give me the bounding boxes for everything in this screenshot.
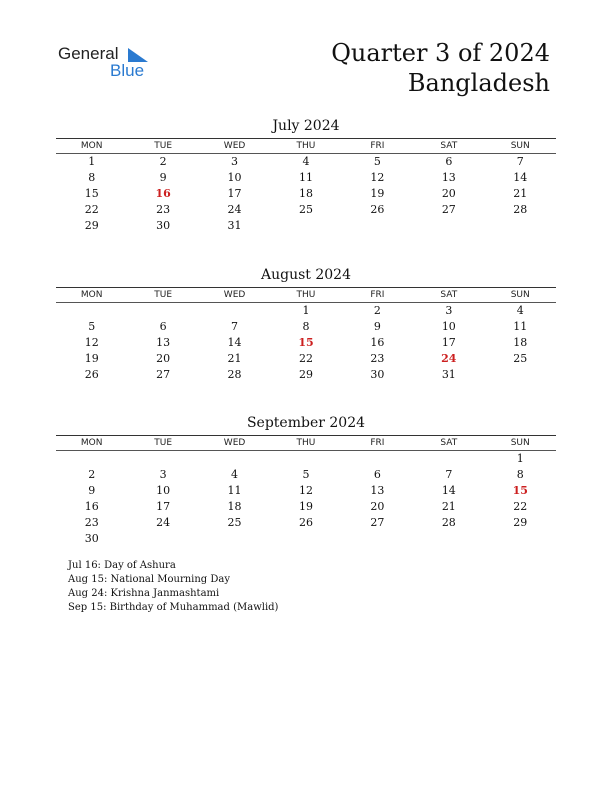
day-cell: 11 [227, 484, 242, 497]
day-cell: 27 [156, 368, 171, 381]
day-cell: 22 [513, 500, 528, 513]
day-cell: 30 [156, 219, 171, 232]
weekday-label: SAT [440, 438, 458, 448]
day-cell: 26 [370, 203, 385, 216]
day-cell: 11 [513, 320, 528, 333]
day-cell: 10 [441, 320, 456, 333]
day-cell: 15 [298, 336, 314, 349]
logo-word-general: General [58, 44, 119, 63]
day-cell: 14 [441, 484, 456, 497]
weekday-header-row [56, 288, 556, 302]
week-row [56, 202, 556, 218]
day-cell: 17 [441, 336, 456, 349]
week-row [56, 515, 556, 531]
weekday-label: WED [223, 438, 246, 448]
day-cell [485, 218, 556, 234]
day-cell: 18 [298, 187, 313, 200]
week-row [56, 303, 556, 319]
week-row [56, 170, 556, 186]
week-row [56, 483, 556, 499]
holiday-note: Aug 15: National Mourning Day [68, 574, 231, 585]
weekday-label: FRI [370, 290, 385, 300]
country-name: Bangladesh [407, 69, 550, 97]
day-cell: 1 [516, 452, 524, 465]
weekday-label: MON [80, 290, 103, 300]
day-cell: 3 [445, 304, 453, 317]
day-cell: 31 [441, 368, 456, 381]
weekday-label: THU [296, 141, 316, 151]
day-cell: 17 [227, 187, 242, 200]
day-cell [56, 303, 127, 319]
week-row [56, 531, 556, 547]
day-cell: 24 [156, 516, 171, 529]
day-cell: 28 [441, 516, 456, 529]
day-cell: 20 [370, 500, 385, 513]
weekday-label: FRI [370, 438, 385, 448]
day-cell: 2 [159, 155, 167, 168]
month-title: August 2024 [261, 267, 351, 283]
month-title: July 2024 [272, 118, 340, 134]
day-cell: 10 [227, 171, 242, 184]
day-cell: 21 [227, 352, 242, 365]
day-cell [127, 451, 198, 467]
day-cell [270, 531, 341, 547]
day-cell: 26 [298, 516, 313, 529]
day-cell: 1 [88, 155, 96, 168]
week-row [56, 351, 556, 367]
day-cell: 24 [227, 203, 242, 216]
day-cell: 13 [370, 484, 385, 497]
day-cell: 19 [84, 352, 99, 365]
day-cell: 12 [298, 484, 313, 497]
day-cell: 29 [84, 219, 99, 232]
holiday-note: Aug 24: Krishna Janmashtami [68, 588, 220, 599]
day-cell: 6 [445, 155, 453, 168]
day-cell: 23 [370, 352, 385, 365]
day-cell: 7 [231, 320, 239, 333]
day-cell: 2 [88, 468, 96, 481]
day-cell: 8 [88, 171, 96, 184]
day-cell: 12 [84, 336, 99, 349]
day-cell: 9 [159, 171, 167, 184]
day-cell: 28 [227, 368, 242, 381]
holiday-note: Jul 16: Day of Ashura [68, 560, 176, 571]
day-cell [485, 531, 556, 547]
day-cell: 3 [159, 468, 167, 481]
logo-word-blue: Blue [110, 61, 145, 80]
weekday-label: THU [296, 438, 316, 448]
day-cell: 19 [298, 500, 313, 513]
day-cell: 11 [298, 171, 313, 184]
month-title: September 2024 [246, 415, 366, 431]
day-cell [342, 451, 413, 467]
weekday-label: WED [223, 141, 246, 151]
day-cell [413, 451, 484, 467]
day-cell [127, 531, 198, 547]
day-cell [342, 218, 413, 234]
page-title: Quarter 3 of 2024 [331, 39, 550, 67]
day-cell: 4 [516, 304, 524, 317]
month-calendar [56, 266, 556, 383]
day-cell: 1 [302, 304, 310, 317]
day-cell: 15 [512, 484, 528, 497]
weekday-label: SUN [510, 141, 530, 151]
week-row [56, 154, 556, 170]
day-cell [199, 303, 270, 319]
day-cell: 13 [156, 336, 171, 349]
day-cell: 5 [88, 320, 96, 333]
day-cell: 9 [373, 320, 381, 333]
day-cell: 18 [513, 336, 528, 349]
day-cell: 16 [370, 336, 385, 349]
weekday-label: MON [80, 141, 103, 151]
day-cell: 20 [156, 352, 171, 365]
page-header [331, 38, 550, 98]
day-cell [270, 218, 341, 234]
day-cell: 26 [84, 368, 99, 381]
week-row [56, 319, 556, 335]
day-cell: 14 [227, 336, 242, 349]
weekday-label: SAT [440, 141, 458, 151]
weekday-header-row [56, 139, 556, 153]
day-cell [56, 451, 127, 467]
holiday-notes [68, 559, 278, 615]
logo-triangle-icon [122, 48, 148, 62]
day-cell: 22 [298, 352, 313, 365]
day-cell: 29 [298, 368, 313, 381]
day-cell: 24 [441, 352, 457, 365]
day-cell: 10 [156, 484, 171, 497]
weekday-header-row [56, 436, 556, 450]
day-cell: 15 [84, 187, 99, 200]
day-cell [199, 451, 270, 467]
day-cell: 21 [513, 187, 528, 200]
day-cell: 30 [370, 368, 385, 381]
day-cell: 3 [231, 155, 239, 168]
day-cell: 22 [84, 203, 99, 216]
weekday-label: SUN [510, 290, 530, 300]
day-cell: 20 [441, 187, 456, 200]
weekday-label: SAT [440, 290, 458, 300]
day-cell: 13 [441, 171, 456, 184]
day-cell: 14 [513, 171, 528, 184]
day-cell: 8 [302, 320, 310, 333]
day-cell: 4 [231, 468, 239, 481]
weekday-label: FRI [370, 141, 385, 151]
day-cell: 16 [84, 500, 99, 513]
day-cell [199, 531, 270, 547]
day-cell [270, 451, 341, 467]
weekday-label: TUE [154, 290, 173, 300]
weekday-label: TUE [154, 141, 173, 151]
day-cell: 6 [373, 468, 381, 481]
week-row [56, 367, 556, 383]
week-row [56, 499, 556, 515]
day-cell: 21 [441, 500, 456, 513]
week-row [56, 186, 556, 202]
day-cell: 17 [156, 500, 171, 513]
day-cell: 19 [370, 187, 385, 200]
day-cell: 25 [513, 352, 528, 365]
day-cell: 25 [298, 203, 313, 216]
day-cell: 27 [441, 203, 456, 216]
generalblue-logo [58, 44, 168, 84]
month-calendar [56, 414, 556, 547]
day-cell: 5 [373, 155, 381, 168]
week-row [56, 218, 556, 234]
month-calendar [56, 117, 556, 234]
weekday-label: THU [296, 290, 316, 300]
day-cell: 18 [227, 500, 242, 513]
day-cell: 25 [227, 516, 242, 529]
weekday-label: WED [223, 290, 246, 300]
day-cell: 12 [370, 171, 385, 184]
day-cell [127, 303, 198, 319]
day-cell: 30 [84, 532, 99, 545]
week-row [56, 335, 556, 351]
weekday-label: SUN [510, 438, 530, 448]
day-cell: 4 [302, 155, 310, 168]
day-cell: 16 [155, 187, 171, 200]
weekday-label: TUE [154, 438, 173, 448]
day-cell: 5 [302, 468, 310, 481]
day-cell: 28 [513, 203, 528, 216]
day-cell [342, 531, 413, 547]
day-cell [485, 367, 556, 383]
day-cell: 9 [88, 484, 96, 497]
day-cell: 23 [156, 203, 171, 216]
week-row [56, 451, 556, 467]
day-cell: 27 [370, 516, 385, 529]
day-cell [413, 531, 484, 547]
day-cell: 8 [516, 468, 524, 481]
day-cell: 7 [516, 155, 524, 168]
week-row [56, 467, 556, 483]
holiday-note: Sep 15: Birthday of Muhammad (Mawlid) [68, 602, 279, 613]
day-cell: 2 [373, 304, 381, 317]
weekday-label: MON [80, 438, 103, 448]
day-cell: 29 [513, 516, 528, 529]
day-cell: 6 [159, 320, 167, 333]
day-cell: 31 [227, 219, 242, 232]
day-cell: 7 [445, 468, 453, 481]
day-cell: 23 [84, 516, 99, 529]
day-cell [413, 218, 484, 234]
